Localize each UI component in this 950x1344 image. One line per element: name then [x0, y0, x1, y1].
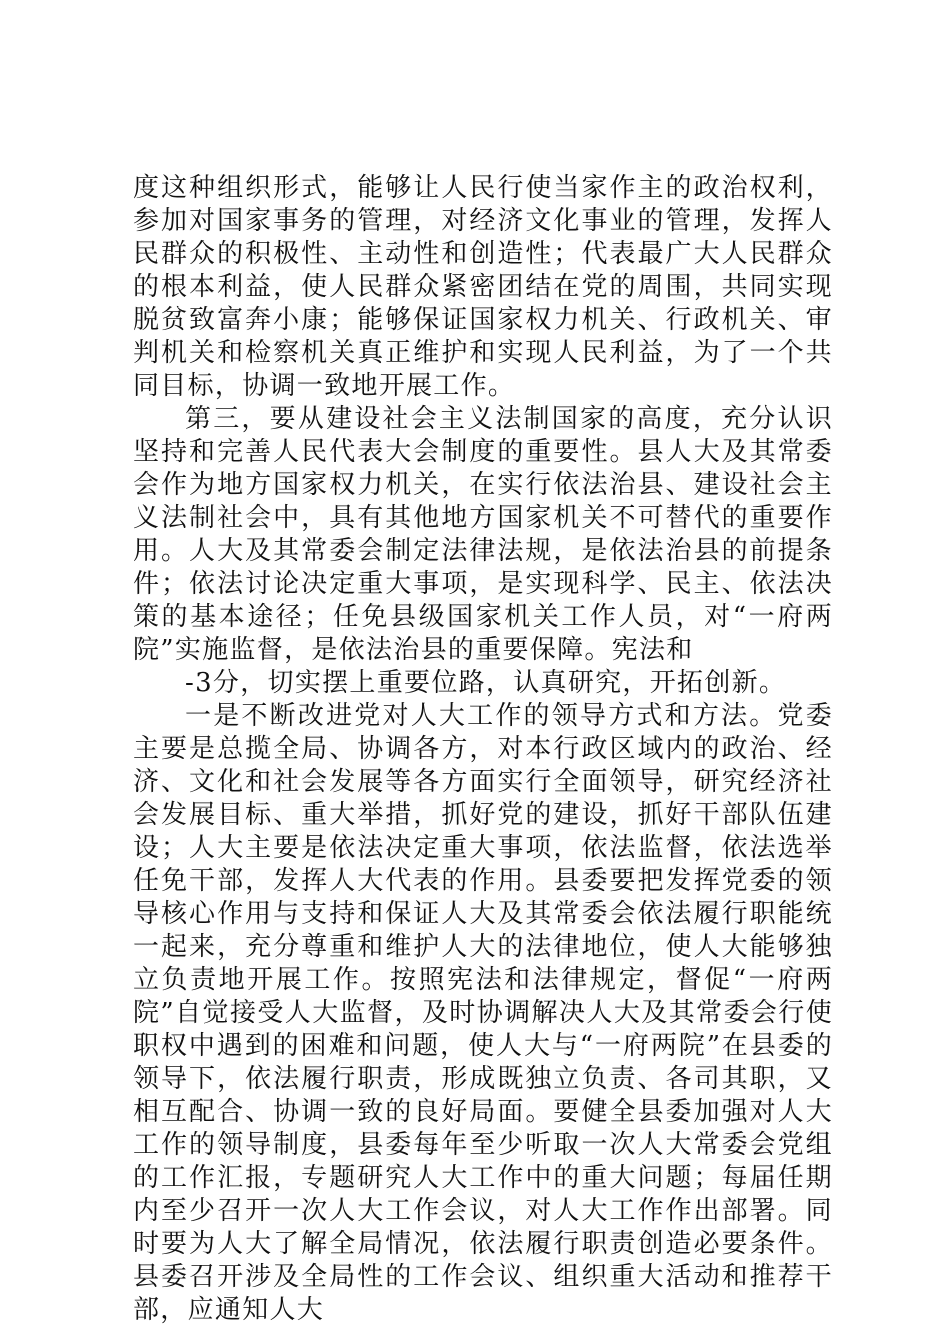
- paragraph-2: 第三，要从建设社会主义法制国家的高度，充分认识坚持和完善人民代表大会制度的重要性。县人大及其常委会作为地方国家权力机关，在实行依法治县、建设社会主义法制社会中，具有其他地方国家机关不可替代的重要作用。人大及其常委会制定法律法规，是依法治县的前提条件；依法讨论决定重大事项，是实现科学、民主、依法决策的基本途径；任免县级国家机关工作人员，对“一府两院”实施监督，是依法治县的重要保障。宪法和: [133, 404, 833, 665]
- paragraph-4: 一是不断改进党对人大工作的领导方式和方法。党委主要是总揽全局、协调各方，对本行政区域内的政治、经济、文化和社会发展等各方面实行全面领导，研究经济社会发展目标、重大举措，抓好党的建设，抓好干部队伍建设；人大主要是依法决定重大事项，依法监督，依法选举任免干部，发挥人大代表的作用。县委要把发挥党委的领导核心作用与支持和保证人大及其常委会依法履行职能统一起来，充分尊重和维护人大的法律地位，使人大能够独立负责地开展工作。按照宪法和法律规定，督促“一府两院”自觉接受人大监督，及时协调解决人大及其常委会行使职权中遇到的困难和问题，使人大与“一府两院”在县委的领导下，依法履行职责，形成既独立负责、各司其职，又相互配合、协调一致的良好局面。要健全县委加强对人大工作的领导制度，县委每年至少听取一次人大常委会党组的工作汇报，专题研究人大工作中的重大问题；每届任期内至少召开一次人大工作会议，对人大工作作出部署。同时要为人大了解全局情况，依法履行职责创造必要条件。县委召开涉及全局性的工作会议、组织重大活动和推荐干部，应通知人大: [133, 701, 833, 1325]
- paragraph-3: -3分，切实摆上重要位路，认真研究，开拓创新。: [185, 668, 787, 698]
- document-body: [133, 172, 833, 1327]
- paragraph-1: 度这种组织形式，能够让人民行使当家作主的政治权利，参加对国家事务的管理，对经济文化事业的管理，发挥人民群众的积极性、主动性和创造性；代表最广大人民群众的根本利益，使人民群众紧密团结在党的周围，共同实现脱贫致富奔小康；能够保证国家权力机关、行政机关、审判机关和检察机关真正维护和实现人民利益，为了一个共同目标，协调一致地开展工作。: [133, 173, 833, 401]
